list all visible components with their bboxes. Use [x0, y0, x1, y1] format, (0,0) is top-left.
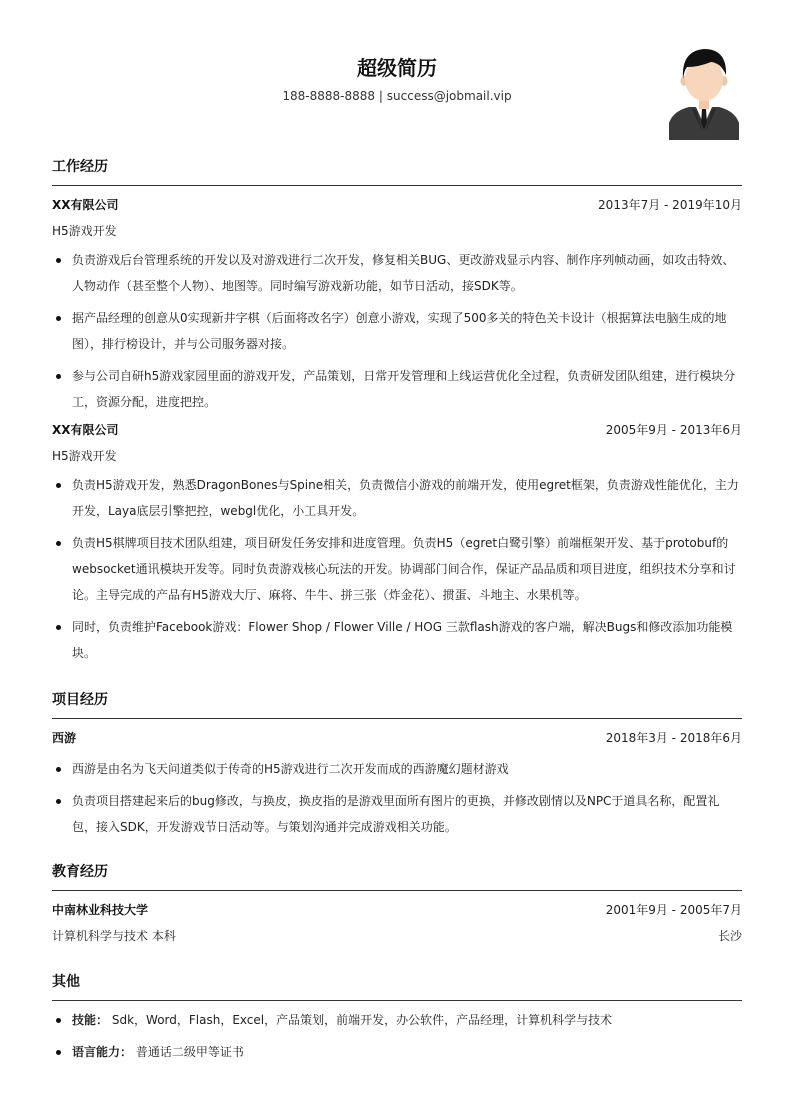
- job-entry: [52, 421, 742, 666]
- education-detail: [52, 927, 742, 944]
- language-value: 普通话二级甲等证书: [135, 1045, 244, 1059]
- school-name: 中南林业科技大学: [52, 903, 149, 917]
- job-bullets: [52, 472, 742, 666]
- list-item: 据产品经理的创意从0实现新井字棋（后面将改名字）创意小游戏，实现了500多关的特色关卡设计（根据算法电脑生成的地图），排行榜设计，并与公司服务器对接。: [52, 305, 742, 357]
- skills-label: 技能：: [72, 1013, 109, 1027]
- job-role: H5游戏开发: [52, 224, 117, 238]
- section-title-work: 工作经历: [52, 155, 742, 186]
- job-date: 2005年9月 - 2013年6月: [605, 423, 742, 437]
- education-header: [52, 901, 742, 918]
- resume-header: [52, 0, 742, 150]
- email-address: success@jobmail.vip: [386, 89, 512, 103]
- job-date: 2013年7月 - 2019年10月: [598, 198, 742, 212]
- contact-line: [52, 89, 742, 103]
- phone-number: 188-8888-8888: [282, 89, 376, 103]
- company-name: XX有限公司: [52, 198, 119, 212]
- project-section: [52, 688, 742, 840]
- project-bullets: [52, 756, 742, 840]
- contact-separator: |: [378, 89, 383, 103]
- language-item: [52, 1039, 742, 1065]
- company-name: XX有限公司: [52, 423, 119, 437]
- education-date: 2001年9月 - 2005年7月: [605, 903, 742, 917]
- resume-page: [52, 0, 742, 1071]
- list-item: 参与公司自研h5游戏家园里面的游戏开发，产品策划，日常开发管理和上线运营优化全过程，负责研发团队组建，进行模块分工，资源分配，进度把控。: [52, 363, 742, 415]
- education-section: [52, 860, 742, 944]
- list-item: 同时，负责维护Facebook游戏：Flower Shop / Flower Ville / HOG 三款flash游戏的客户端，解决Bugs和修改添加功能模块。: [52, 614, 742, 666]
- work-section: [52, 155, 742, 666]
- project-date: 2018年3月 - 2018年6月: [605, 731, 742, 745]
- list-item: 负责项目搭建起来后的bug修改，与换皮，换皮指的是游戏里面所有图片的更换，并修改剧情以及NPC于道具名称，配置礼包，接入SDK，开发游戏节日活动等。与策划沟通并完成游戏相关功能。: [52, 788, 742, 840]
- skills-item: [52, 1007, 742, 1033]
- project-entry: [52, 729, 742, 840]
- project-header: [52, 729, 742, 746]
- job-header: [52, 196, 742, 213]
- school-city: 长沙: [717, 929, 742, 943]
- list-item: 负责H5棋牌项目技术团队组建，项目研发任务安排和进度管理。负责H5（egret白鹭引擎）前端框架开发、基于protobuf的websocket通讯模块开发等。同时负责游戏核心玩法的开发。协调部门间合作，保证产品品质和项目进度，组织技术分享和讨论。主导完成的产品有H5游戏大厅、麻将、牛牛、拼三张（炸金花）、掼蛋、斗地主、水果机等。: [52, 530, 742, 608]
- education-entry: [52, 901, 742, 944]
- major-degree: 计算机科学与技术 本科: [52, 929, 176, 943]
- job-entry: [52, 196, 742, 415]
- project-name: 西游: [52, 731, 77, 745]
- avatar: [669, 45, 739, 140]
- list-item: 西游是由名为飞天问道类似于传奇的H5游戏进行二次开发而成的西游魔幻题材游戏: [52, 756, 742, 782]
- list-item: 负责H5游戏开发，熟悉DragonBones与Spine相关，负责微信小游戏的前端开发，使用egret框架，负责游戏性能优化，主力开发，Laya底层引擎把控，webgl优化，小工具开发。: [52, 472, 742, 524]
- list-item: 负责游戏后台管理系统的开发以及对游戏进行二次开发，修复相关BUG、更改游戏显示内容、制作序列帧动画，如攻击特效、人物动作（甚至整个人物）、地图等。同时编写游戏新功能，如节日活动，接SDK等。: [52, 247, 742, 299]
- section-title-other: 其他: [52, 970, 742, 1001]
- job-role: H5游戏开发: [52, 449, 117, 463]
- section-title-projects: 项目经历: [52, 688, 742, 719]
- language-label: 语言能力：: [72, 1045, 133, 1059]
- job-bullets: [52, 247, 742, 415]
- other-bullets: [52, 1007, 742, 1065]
- candidate-name: 超级简历: [357, 56, 437, 80]
- other-section: [52, 970, 742, 1065]
- section-title-education: 教育经历: [52, 860, 742, 891]
- skills-value: Sdk，Word，Flash，Excel，产品策划，前端开发，办公软件，产品经理，计算机科学与技术: [111, 1013, 613, 1027]
- job-header: [52, 421, 742, 438]
